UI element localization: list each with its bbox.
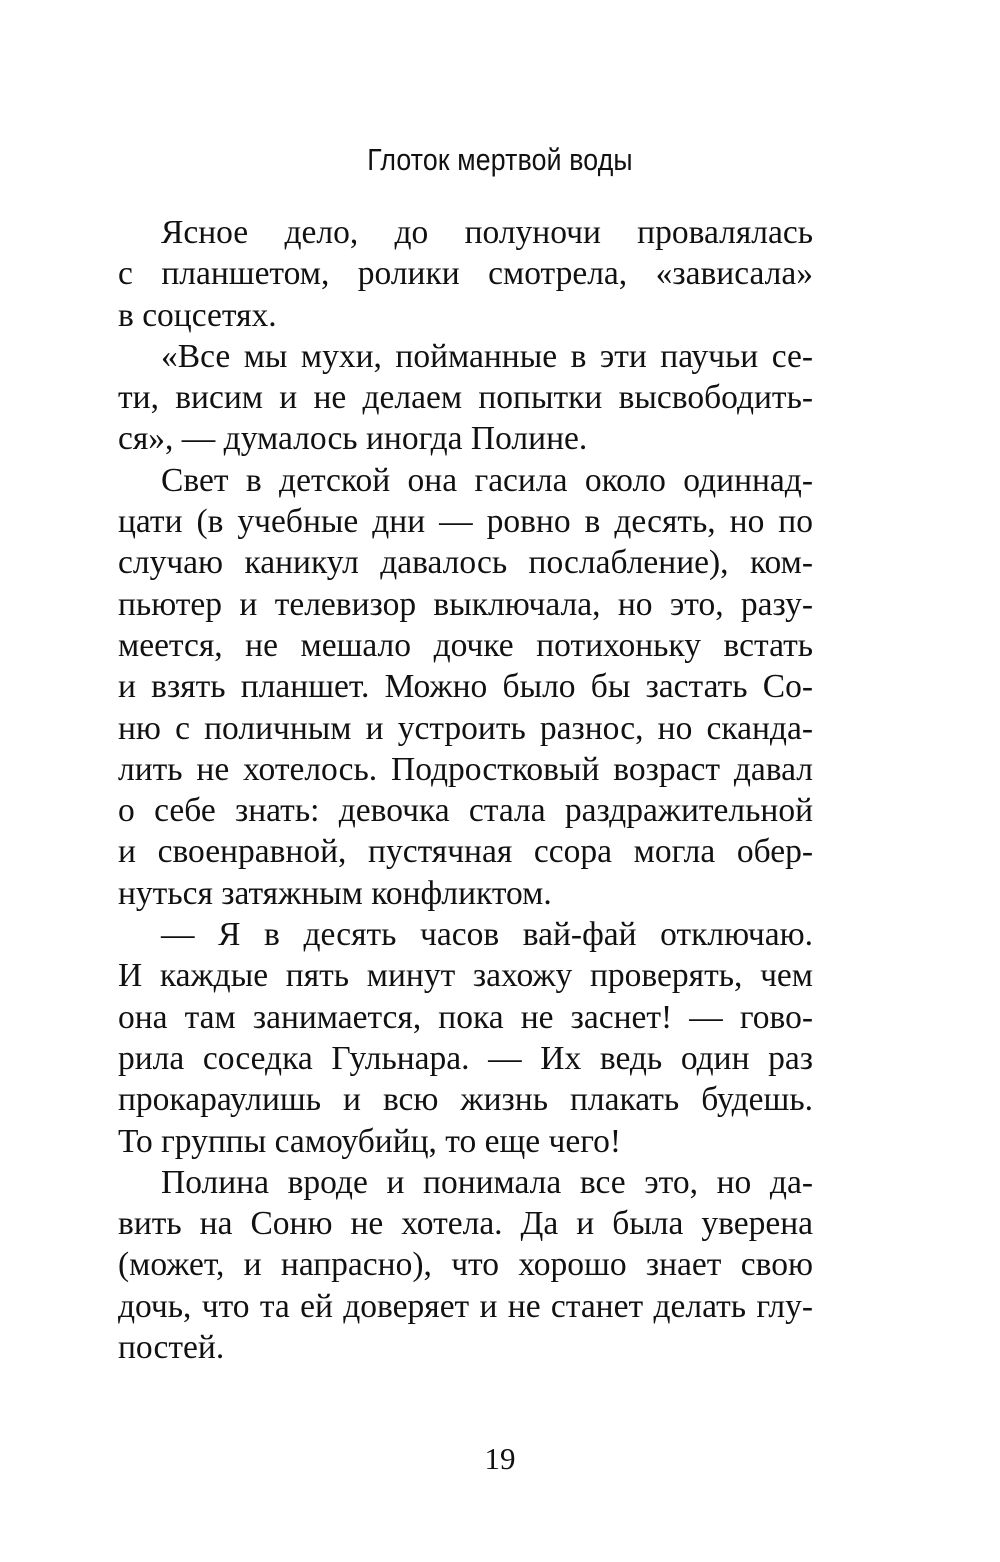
text-line: пьютер и телевизор выключала, но это, разу- bbox=[118, 585, 813, 623]
text-line: цати (в учебные дни — ровно в десять, но по bbox=[118, 503, 813, 541]
text-line: о себе знать: девочка стала раздражительной bbox=[118, 792, 813, 830]
text-line: в соцсетях. bbox=[118, 296, 277, 334]
text-line: лить не хотелось. Подростковый возраст давал bbox=[118, 750, 813, 788]
text-line: случаю каникул давалось послабление), ком- bbox=[118, 544, 813, 582]
paragraph bbox=[118, 914, 813, 1162]
text-line: (может, и напрасно), что хорошо знает свою bbox=[118, 1246, 813, 1284]
text-line: «Все мы мухи, пойманные в эти паучьи се- bbox=[161, 337, 813, 375]
text-line: постей. bbox=[118, 1329, 225, 1367]
text-line: ти, висим и не делаем попытки высвободить- bbox=[118, 379, 813, 417]
text-line: Ясное дело, до полуночи провалялась bbox=[161, 214, 813, 251]
text-line: меется, не мешало дочке потихоньку встать bbox=[118, 626, 813, 664]
text-line: рила соседка Гульнара. — Их ведь один раз bbox=[118, 1039, 813, 1077]
text-line: и своенравной, пустячная ссора могла обер- bbox=[118, 833, 813, 871]
text-line: вить на Соню не хотела. Да и была уверена bbox=[118, 1205, 813, 1243]
text-line: ся», — думалось иногда Полине. bbox=[118, 420, 588, 458]
paragraph bbox=[118, 212, 813, 336]
text-line: прокараулишь и всю жизнь плакать будешь. bbox=[118, 1081, 813, 1119]
text-line: Полина вроде и понимала все это, но да- bbox=[161, 1163, 813, 1201]
text-line: она там занимается, пока не заснет! — гово- bbox=[118, 998, 813, 1036]
paragraph bbox=[118, 460, 813, 914]
text-line: Свет в детской она гасила около одиннад- bbox=[161, 461, 813, 499]
text-line: То группы самоубийц, то еще чего! bbox=[118, 1122, 622, 1160]
text-line: — Я в десять часов вай-фай отключаю. bbox=[161, 916, 813, 954]
page-number: 19 bbox=[484, 1441, 516, 1476]
body-text bbox=[118, 212, 813, 1368]
text-line: дочь, что та ей доверяет и не станет делать глу- bbox=[118, 1287, 813, 1325]
text-line: ню с поличным и устроить разнос, но сканда- bbox=[118, 709, 813, 747]
text-line: с планшетом, ролики смотрела, «зависала» bbox=[118, 255, 813, 293]
running-header: Глоток мертвой воды bbox=[367, 142, 633, 177]
paragraph bbox=[118, 336, 813, 460]
text-line: и взять планшет. Можно было бы застать Со- bbox=[118, 668, 813, 706]
text-line: нуться затяжным конфликтом. bbox=[118, 874, 552, 912]
paragraph bbox=[118, 1162, 813, 1368]
text-line: И каждые пять минут захожу проверять, чем bbox=[118, 957, 813, 995]
